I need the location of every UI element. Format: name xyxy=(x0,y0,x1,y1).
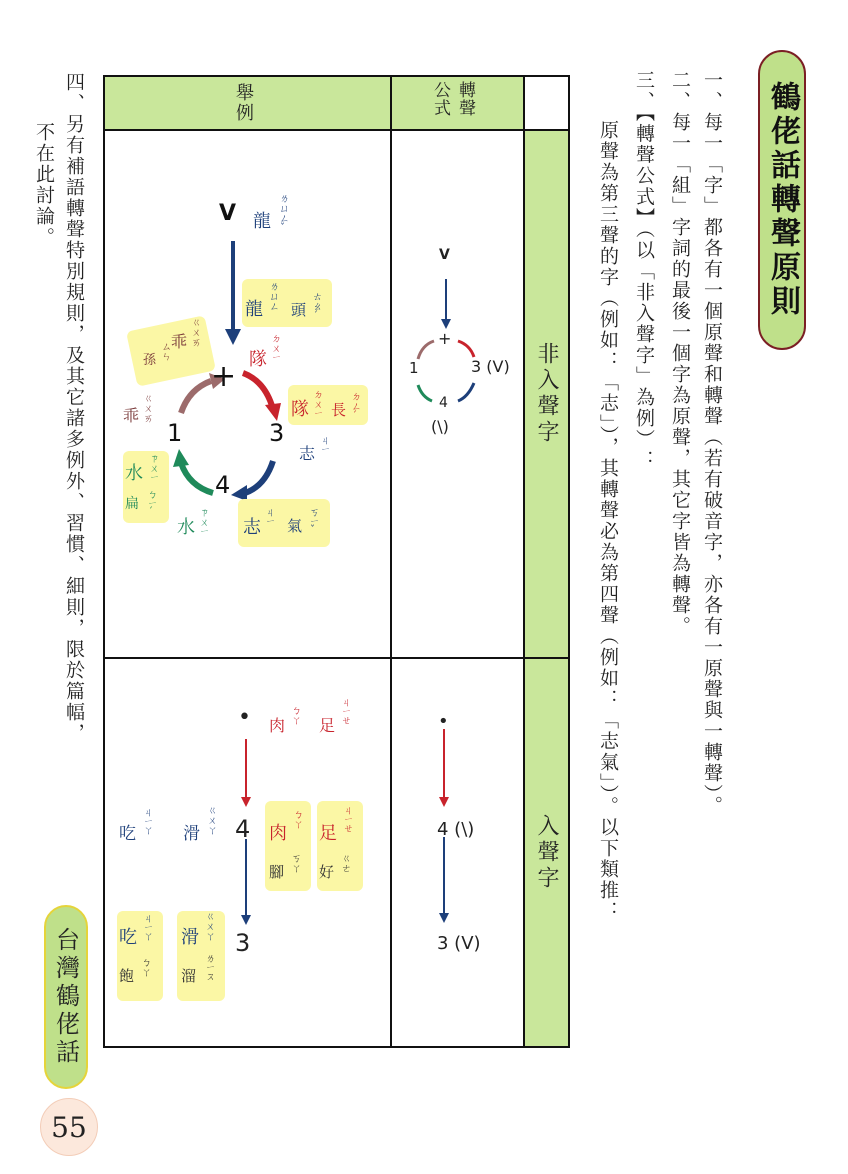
tone-mark-v: V xyxy=(219,201,237,226)
arrowhead-4-to-3 xyxy=(241,915,251,925)
plus-sign: + xyxy=(211,359,237,394)
bopomofo-hua-2: ㄍㄨㄚ xyxy=(203,911,214,941)
page-number: 55 xyxy=(40,1098,98,1156)
bopomofo-dui-2: ㄉㄨㄧ xyxy=(311,389,322,417)
formula-entering-dot: • xyxy=(438,711,449,732)
arrow-1-to-plus xyxy=(181,381,211,413)
page-title-box xyxy=(758,50,806,350)
tone-1: 1 xyxy=(167,419,183,447)
bopomofo-shui: ㄗㄨㄧ xyxy=(147,453,158,481)
arrow-3-to-4 xyxy=(245,461,273,493)
word-guai-2: 乖 xyxy=(171,332,188,351)
bopomofo-guai: ㄍㄨㄞ xyxy=(141,393,152,423)
formula-arrow-1-plus xyxy=(418,341,434,359)
arrowhead-4-to-1 xyxy=(173,449,189,467)
formula-arrow-3-4 xyxy=(458,383,474,401)
bopomofo-zhang: ㄉㄥˊ xyxy=(349,391,360,422)
note-line-2: 不在此討論。 xyxy=(33,122,55,248)
bopomofo-zu-2: ㄐㄧㄝ xyxy=(341,805,352,833)
word-hao: 好 xyxy=(319,863,335,881)
word-bian: 扁 xyxy=(125,496,139,512)
side-caption: 台灣鶴佬話 xyxy=(51,927,80,1067)
word-zhi-2: 志 xyxy=(243,517,261,538)
bopomofo-jiao: ㄎㄚ xyxy=(289,853,300,873)
formula-entering-tone-4: 4 (\) xyxy=(437,819,475,840)
bopomofo-bian: ㄅㄧˊ xyxy=(145,489,156,518)
rule-3-detail: 原聲為第三聲的字（例如：「志」），其轉聲必為第四聲（例如：「志氣」）。以下類推： xyxy=(597,120,619,922)
formula-arrowhead-v xyxy=(441,319,451,329)
word-hua: 滑 xyxy=(183,824,200,844)
word-dui-2: 隊 xyxy=(291,399,309,420)
word-long-2: 龍 xyxy=(245,299,263,320)
bopomofo-guai-2: ㄍㄨㄞ xyxy=(189,317,200,347)
bopomofo-sun: ㄙㄣ xyxy=(159,341,170,361)
note-line-1: 四、另有補語轉聲特別規則，及其它諸多例外、習慣、細則，限於篇幅， xyxy=(63,72,85,744)
word-zu: 足 xyxy=(319,716,336,735)
bopomofo-liu: ㄌㄧㄡ xyxy=(203,953,214,981)
tone-table xyxy=(103,75,570,1048)
word-zhang: 長 xyxy=(331,401,347,419)
word-qi: 氣 xyxy=(287,517,303,535)
word-guai: 乖 xyxy=(123,406,140,425)
tone-3: 3 xyxy=(269,419,285,447)
bopomofo-zhi: ㄐㄧ xyxy=(318,435,329,453)
side-caption-box xyxy=(44,905,88,1089)
word-rou: 肉 xyxy=(269,716,286,735)
word-liu: 溜 xyxy=(181,967,197,985)
header-formula-cell xyxy=(383,77,523,129)
word-rou-2: 肉 xyxy=(269,823,287,844)
rule-3: 三、【轉聲公式】（以「非入聲字」為例）： xyxy=(633,70,655,471)
bopomofo-chi: ㄐㄧㄚ xyxy=(141,807,152,835)
formula-tone-3: 3 (V) xyxy=(471,357,510,376)
bopomofo-bao: ㄅㄚ xyxy=(139,957,150,977)
arrowhead-v-to-plus xyxy=(225,329,241,345)
word-shui: 水 xyxy=(125,463,143,484)
formula-arrowhead-dot-4 xyxy=(439,797,449,807)
word-zhi: 志 xyxy=(299,444,316,463)
entering-dot: • xyxy=(238,705,251,730)
bopomofo-hua: ㄍㄨㄚ xyxy=(205,805,216,835)
word-tou: 頭 xyxy=(291,301,307,319)
tone-4: 4 xyxy=(215,471,231,499)
entering-tone-3: 3 xyxy=(235,929,251,957)
bopomofo-rou-2: ㄅㄚ xyxy=(291,809,302,829)
word-chi: 吃 xyxy=(119,824,136,844)
header-rule xyxy=(523,129,568,131)
formula-entering-tone-3: 3 (V) xyxy=(437,933,481,954)
entering-tone-4: 4 xyxy=(235,815,251,843)
word-zu-2: 足 xyxy=(319,823,337,844)
arrowhead-dot-to-4 xyxy=(241,797,251,807)
word-jiao: 腳 xyxy=(269,863,285,881)
formula-tone-1: 1 xyxy=(409,359,419,377)
formula-top-mark: V xyxy=(439,247,450,263)
word-bao: 飽 xyxy=(119,967,135,985)
arrow-plus-to-3 xyxy=(243,373,273,409)
formula-arrowhead-4-3 xyxy=(439,913,449,923)
row1-label: 非入聲字 xyxy=(534,342,559,446)
page-title: 鶴佬話轉聲原則 xyxy=(765,81,800,319)
bopomofo-hao: ㄍㄜ xyxy=(339,853,350,873)
bopomofo-zhi-2: ㄐㄧ xyxy=(263,507,274,525)
word-shui-2: 水 xyxy=(177,517,195,538)
formula-plus: + xyxy=(438,329,452,348)
bopomofo-qi: ㄎㄧˇ xyxy=(307,507,318,536)
rule-2: 二、每一「組」字詞的最後一個字為原聲，其它字皆為轉聲。 xyxy=(669,70,691,637)
row2-label-cell xyxy=(525,659,568,1046)
header-blank-cell xyxy=(525,77,568,129)
formula-tone-4: 4 xyxy=(439,395,448,411)
word-sun: 孫 xyxy=(143,353,157,368)
formula-tone-4-mark: (\) xyxy=(431,417,449,436)
bopomofo-shui-2: ㄗㄨㄧ xyxy=(197,507,208,535)
header-examples: 舉例 xyxy=(233,83,254,123)
bopomofo-long: ㄌㄩㄥˇ xyxy=(277,193,288,234)
bopomofo-dui: ㄉㄨㄧ xyxy=(269,333,280,361)
formula-arrow-plus-3 xyxy=(458,341,474,357)
rule-1: 一、每一「字」都各有一個原聲和轉聲（若有破音字，亦各有一原聲與一轉聲）。 xyxy=(701,70,723,817)
bopomofo-rou: ㄅㄚ xyxy=(289,705,300,725)
bopomofo-zu: ㄐㄧㄝ xyxy=(339,697,350,725)
word-chi-2: 吃 xyxy=(119,927,137,948)
word-dui: 隊 xyxy=(249,349,267,370)
header-examples-cell xyxy=(105,77,381,129)
row2-label: 入聲字 xyxy=(534,813,559,892)
header-formula: 轉聲公式 xyxy=(430,81,475,117)
formula-arrow-4-1 xyxy=(418,385,432,401)
word-long: 龍 xyxy=(253,211,271,232)
arrow-4-to-1 xyxy=(181,463,213,493)
formula-nonentering-arrows xyxy=(392,131,523,657)
row1-label-cell xyxy=(525,131,568,657)
formula-entering-arrows xyxy=(392,659,523,1046)
bopomofo-chi-2: ㄐㄧㄚ xyxy=(141,913,152,941)
bopomofo-long-2: ㄌㄩㄥ xyxy=(267,281,278,311)
bopomofo-tou: ㄊㄠˊ xyxy=(310,291,321,322)
word-hua-2: 滑 xyxy=(181,927,199,948)
